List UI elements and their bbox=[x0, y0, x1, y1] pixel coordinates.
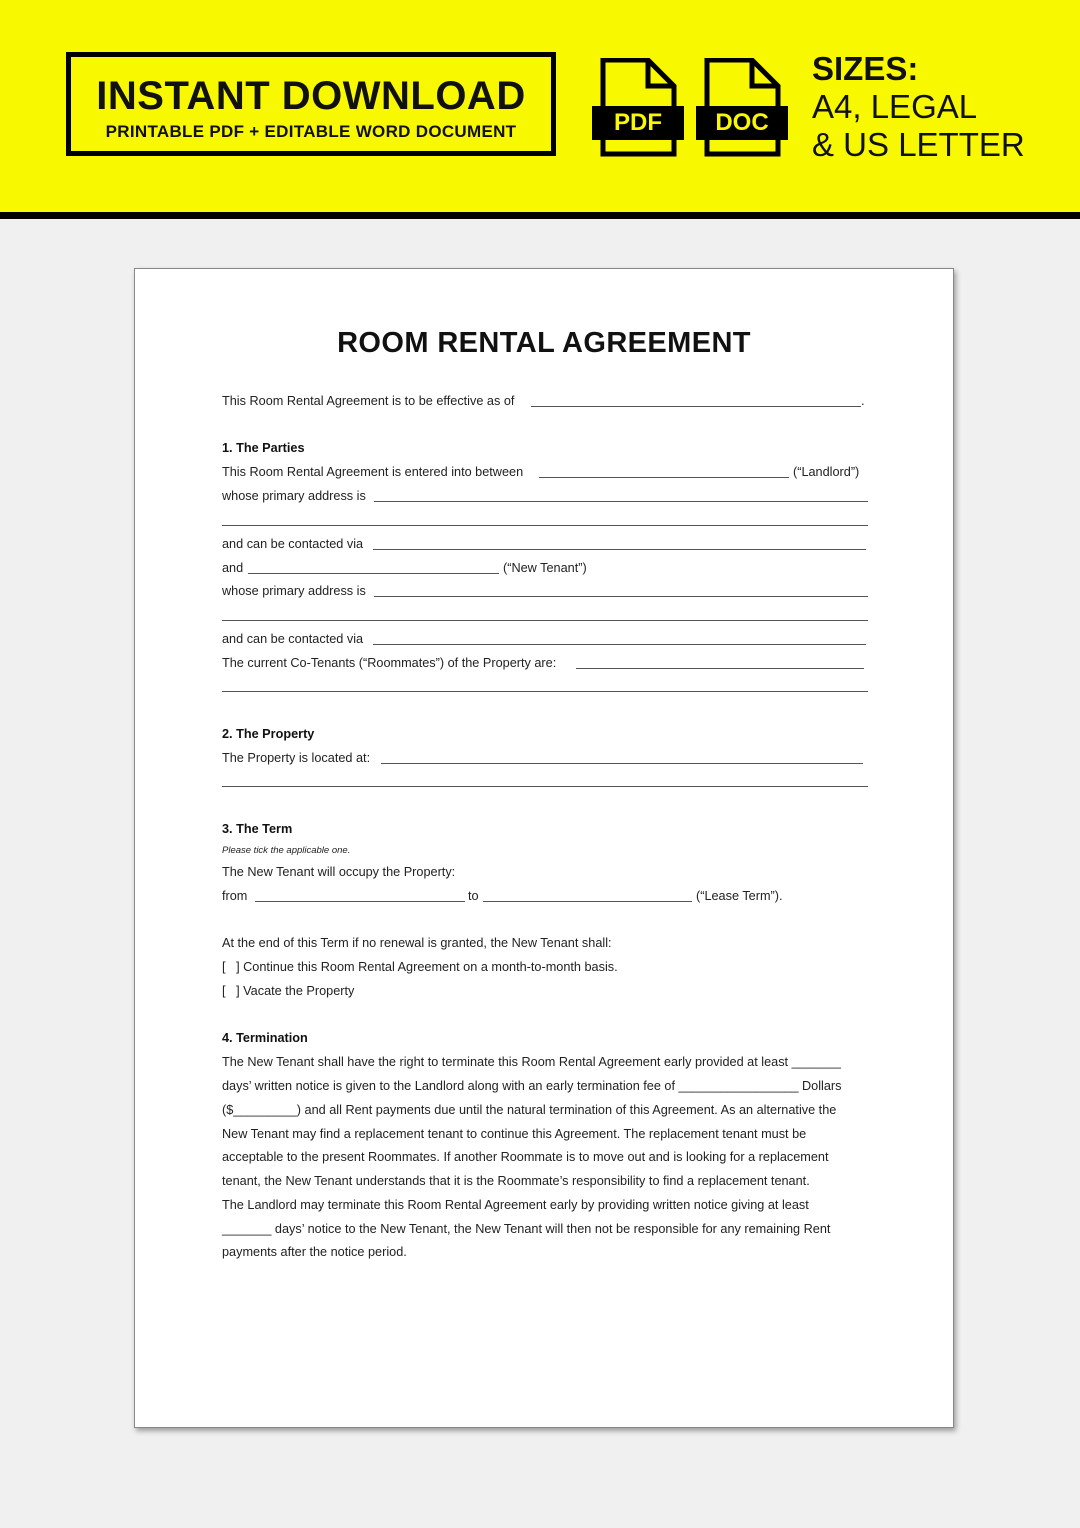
landlord-address-blank-2[interactable] bbox=[222, 525, 868, 526]
and-text: and bbox=[222, 561, 244, 575]
term-note: Please tick the applicable one. bbox=[222, 845, 351, 856]
option-vacate[interactable]: [ ] Vacate the Property bbox=[222, 984, 355, 998]
property-address-blank-2[interactable] bbox=[222, 786, 868, 787]
termination-line: New Tenant may find a replacement tenant to continue this Agreement. The replacement tenant must be bbox=[222, 1127, 807, 1141]
section-property-heading: 2. The Property bbox=[222, 727, 315, 741]
tenant-contact-text: and can be contacted via bbox=[222, 632, 364, 646]
document-title: ROOM RENTAL AGREEMENT bbox=[337, 327, 751, 359]
new-tenant-name-blank[interactable] bbox=[248, 573, 499, 574]
termination-line: acceptable to the present Roommates. If another Roommate is to move out and is looking for a replacement bbox=[222, 1150, 829, 1164]
sizes-line-2: & US LETTER bbox=[812, 126, 1025, 163]
termination-line: tenant, the New Tenant understands that it is the Roommate’s responsibility to find a replacement tenant. bbox=[222, 1174, 810, 1188]
termination-line: The New Tenant shall have the right to terminate this Room Rental Agreement early provided at least _______ bbox=[222, 1055, 841, 1069]
section-parties-heading: 1. The Parties bbox=[222, 441, 305, 455]
termination-line: ($_________) and all Rent payments due until the natural termination of this Agreement. As an alternative the bbox=[222, 1103, 837, 1117]
new-tenant-label: (“New Tenant”) bbox=[503, 561, 587, 575]
landlord-label: (“Landlord”) bbox=[793, 465, 860, 479]
pdf-file-icon bbox=[592, 58, 684, 158]
termination-line: _______ days’ notice to the New Tenant, the New Tenant will then not be responsible for any remaining Rent bbox=[222, 1222, 831, 1236]
landlord-name-blank[interactable] bbox=[539, 477, 789, 478]
landlord-address-blank[interactable] bbox=[374, 501, 868, 502]
term-start-blank[interactable] bbox=[255, 901, 465, 902]
tenant-address-text: whose primary address is bbox=[222, 584, 366, 598]
tenant-address-blank-2[interactable] bbox=[222, 620, 868, 621]
cotenants-blank-2[interactable] bbox=[222, 691, 868, 692]
entered-between-text: This Room Rental Agreement is entered into between bbox=[222, 465, 524, 479]
section-termination-heading: 4. Termination bbox=[222, 1031, 308, 1045]
landlord-contact-text: and can be contacted via bbox=[222, 537, 364, 551]
option-month-to-month[interactable]: [ ] Continue this Room Rental Agreement on a month-to-month basis. bbox=[222, 960, 618, 974]
sizes-line-1: A4, LEGAL bbox=[812, 88, 978, 125]
doc-label: DOC bbox=[696, 106, 788, 140]
term-end-text: At the end of this Term if no renewal is granted, the New Tenant shall: bbox=[222, 936, 612, 950]
period: . bbox=[861, 394, 865, 408]
termination-line: days’ written notice is given to the Landlord along with an early termination fee of _________________ Dollars bbox=[222, 1079, 842, 1093]
lease-term-label: (“Lease Term”). bbox=[696, 889, 783, 903]
agreement-page bbox=[134, 268, 954, 1428]
termination-line: The Landlord may terminate this Room Rental Agreement early by providing written notice giving at least bbox=[222, 1198, 809, 1212]
section-term-heading: 3. The Term bbox=[222, 822, 293, 836]
property-located-text: The Property is located at: bbox=[222, 751, 371, 765]
promo-banner bbox=[0, 0, 1080, 212]
effective-date-blank[interactable] bbox=[531, 406, 861, 407]
term-occupy-text: The New Tenant will occupy the Property: bbox=[222, 865, 456, 879]
effective-date-text: This Room Rental Agreement is to be effective as of bbox=[222, 394, 515, 408]
instant-download-title: INSTANT DOWNLOAD bbox=[96, 74, 526, 118]
cotenants-blank[interactable] bbox=[576, 668, 864, 669]
termination-line: payments after the notice period. bbox=[222, 1245, 407, 1259]
term-from-text: from bbox=[222, 889, 248, 903]
landlord-contact-blank[interactable] bbox=[373, 549, 866, 550]
tenant-contact-blank[interactable] bbox=[373, 644, 866, 645]
sizes-info bbox=[812, 50, 1072, 164]
landlord-address-text: whose primary address is bbox=[222, 489, 366, 503]
term-to-text: to bbox=[468, 889, 479, 903]
doc-file-icon bbox=[696, 58, 788, 158]
cotenants-text: The current Co-Tenants (“Roommates”) of the Property are: bbox=[222, 656, 557, 670]
property-address-blank[interactable] bbox=[381, 763, 863, 764]
banner-divider bbox=[0, 212, 1080, 219]
pdf-label: PDF bbox=[592, 106, 684, 140]
instant-download-box bbox=[66, 52, 556, 156]
instant-download-subtitle: PRINTABLE PDF + EDITABLE WORD DOCUMENT bbox=[105, 122, 517, 141]
term-end-blank[interactable] bbox=[483, 901, 692, 902]
tenant-address-blank[interactable] bbox=[374, 596, 868, 597]
sizes-heading: SIZES: bbox=[812, 50, 919, 87]
